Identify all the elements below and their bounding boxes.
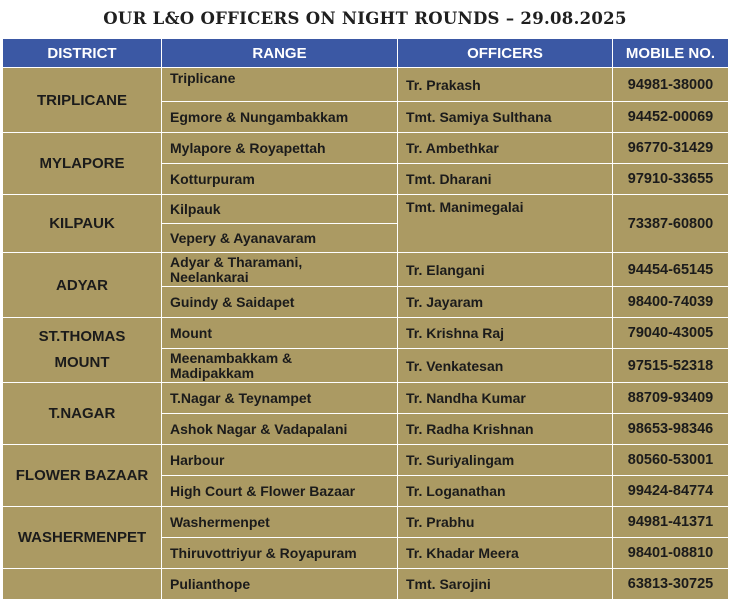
range-cell: Mount xyxy=(162,318,398,349)
officer-cell: Tr. Suriyalingam xyxy=(398,445,613,476)
range-cell: Vepery & Ayanavaram xyxy=(162,224,398,253)
officer-cell: Tr. Venkatesan xyxy=(398,349,613,383)
range-cell: Guindy & Saidapet xyxy=(162,287,398,318)
district-cell: MYLAPORE xyxy=(3,133,162,195)
officer-cell: Tr. Jayaram xyxy=(398,287,613,318)
range-line: Adyar & Tharamani, xyxy=(170,254,303,270)
header-district: DISTRICT xyxy=(3,39,162,68)
table-row xyxy=(3,133,729,164)
range-cell: Washermenpet xyxy=(162,507,398,538)
range-cell: High Court & Flower Bazaar xyxy=(162,476,398,507)
mobile-cell: 94981-41371 xyxy=(613,507,729,538)
district-cell xyxy=(3,318,162,383)
page-title: OUR L&O OFFICERS ON NIGHT ROUNDS – 29.08.2025 xyxy=(103,9,627,28)
officer-cell: Tr. Nandha Kumar xyxy=(398,383,613,414)
table-row xyxy=(3,569,729,600)
district-cell: WASHERMENPET xyxy=(3,507,162,569)
officers-table xyxy=(2,38,729,600)
range-cell: T.Nagar & Teynampet xyxy=(162,383,398,414)
mobile-cell: 94981-38000 xyxy=(613,68,729,102)
district-cell: KILPAUK xyxy=(3,195,162,253)
officer-cell: Tr. Elangani xyxy=(398,253,613,287)
mobile-cell: 63813-30725 xyxy=(613,569,729,600)
mobile-cell: 99424-84774 xyxy=(613,476,729,507)
mobile-cell: 97515-52318 xyxy=(613,349,729,383)
range-cell: Kilpauk xyxy=(162,195,398,224)
officer-cell: Tr. Prabhu xyxy=(398,507,613,538)
range-cell: Mylapore & Royapettah xyxy=(162,133,398,164)
mobile-cell: 88709-93409 xyxy=(613,383,729,414)
mobile-cell: 96770-31429 xyxy=(613,133,729,164)
range-line: Meenambakkam & xyxy=(170,350,293,366)
range-cell: Harbour xyxy=(162,445,398,476)
officer-cell: Tr. Radha Krishnan xyxy=(398,414,613,445)
officer-cell: Tr. Krishna Raj xyxy=(398,318,613,349)
mobile-cell: 98400-74039 xyxy=(613,287,729,318)
mobile-cell: 98653-98346 xyxy=(613,414,729,445)
district-cell xyxy=(3,569,162,600)
mobile-cell: 97910-33655 xyxy=(613,164,729,195)
district-line: MOUNT xyxy=(54,354,110,371)
header-officers: OFFICERS xyxy=(398,39,613,68)
officer-cell: Tr. Ambethkar xyxy=(398,133,613,164)
range-cell: Pulianthope xyxy=(162,569,398,600)
officer-cell: Tr. Prakash xyxy=(398,68,613,102)
district-cell: T.NAGAR xyxy=(3,383,162,445)
range-cell: Egmore & Nungambakkam xyxy=(162,102,398,133)
range-cell: Thiruvottriyur & Royapuram xyxy=(162,538,398,569)
mobile-cell: 94452-00069 xyxy=(613,102,729,133)
range-cell: Triplicane xyxy=(162,68,398,102)
table-row xyxy=(3,507,729,538)
mobile-cell: 80560-53001 xyxy=(613,445,729,476)
mobile-cell: 73387-60800 xyxy=(613,195,729,253)
header-range: RANGE xyxy=(162,39,398,68)
table-row xyxy=(3,383,729,414)
mobile-cell: 98401-08810 xyxy=(613,538,729,569)
table-row xyxy=(3,68,729,102)
header-mobile: MOBILE NO. xyxy=(613,39,729,68)
range-cell xyxy=(162,349,398,383)
officer-cell: Tmt. Manimegalai xyxy=(398,195,613,253)
range-line: Neelankarai xyxy=(170,269,249,285)
range-cell: Ashok Nagar & Vadapalani xyxy=(162,414,398,445)
table-row xyxy=(3,445,729,476)
officer-cell: Tmt. Sarojini xyxy=(398,569,613,600)
table-row xyxy=(3,318,729,349)
mobile-cell: 79040-43005 xyxy=(613,318,729,349)
mobile-cell: 94454-65145 xyxy=(613,253,729,287)
table-row xyxy=(3,253,729,287)
range-line: Madipakkam xyxy=(170,365,255,381)
table-row xyxy=(3,195,729,224)
district-cell: FLOWER BAZAAR xyxy=(3,445,162,507)
officer-cell: Tmt. Samiya Sulthana xyxy=(398,102,613,133)
officer-cell: Tmt. Dharani xyxy=(398,164,613,195)
officer-cell: Tr. Khadar Meera xyxy=(398,538,613,569)
district-cell: TRIPLICANE xyxy=(3,68,162,133)
range-cell: Kotturpuram xyxy=(162,164,398,195)
officer-cell: Tr. Loganathan xyxy=(398,476,613,507)
table-header-row xyxy=(3,39,729,68)
range-cell xyxy=(162,253,398,287)
district-cell: ADYAR xyxy=(3,253,162,318)
district-line: ST.THOMAS xyxy=(38,328,126,345)
